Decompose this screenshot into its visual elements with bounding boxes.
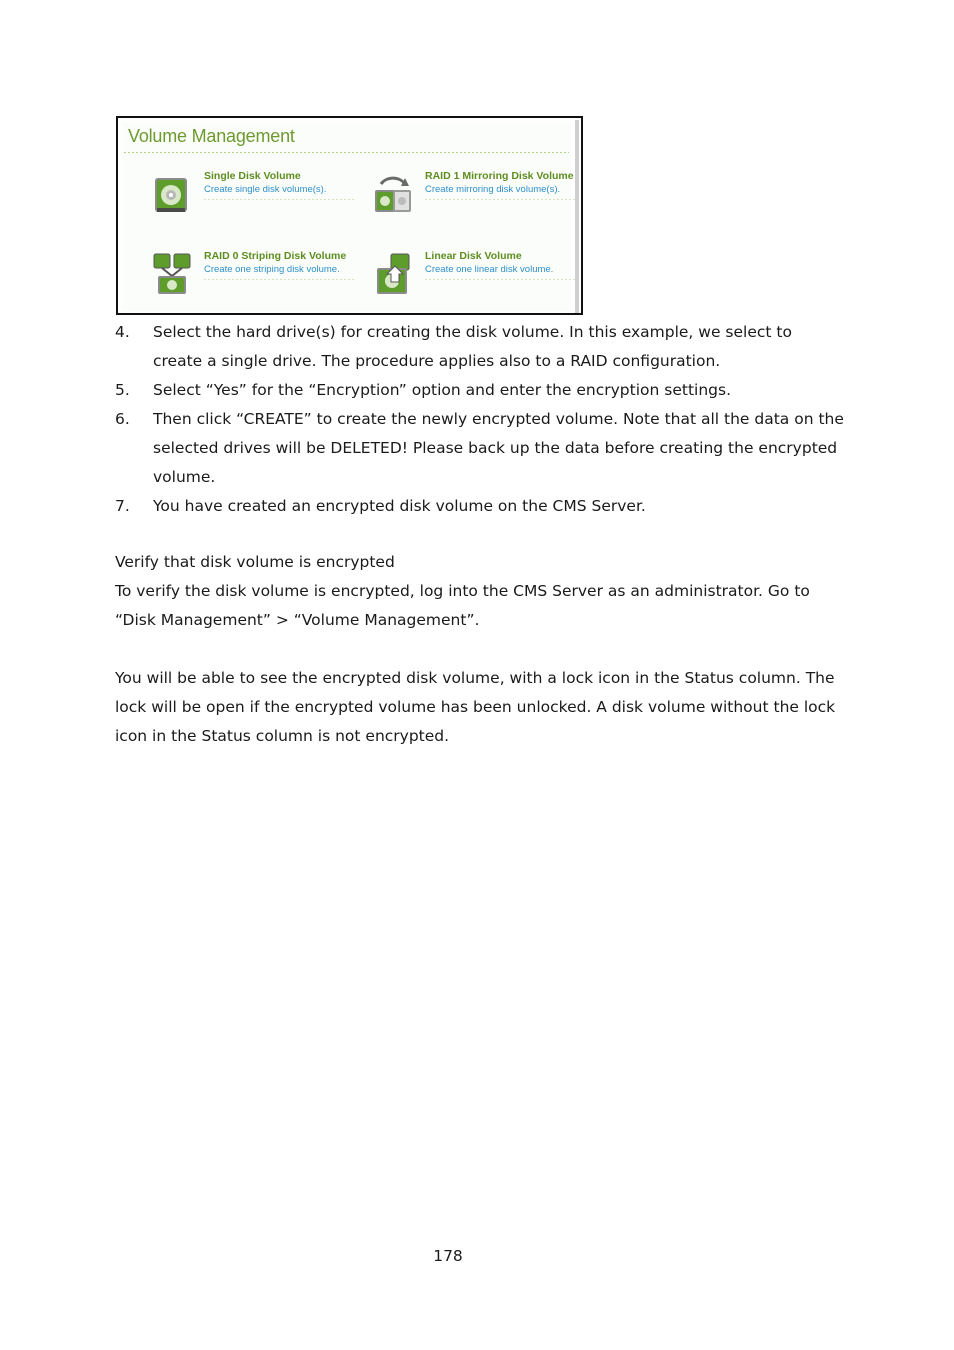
page-number: 178 bbox=[433, 1247, 463, 1265]
option-title: Linear Disk Volume bbox=[425, 250, 522, 262]
step-number: 7. bbox=[115, 497, 130, 515]
linear-disk-volume-option[interactable] bbox=[373, 250, 593, 310]
step-number: 6. bbox=[115, 410, 130, 428]
option-description: Create one striping disk volume. bbox=[204, 264, 340, 275]
list-item bbox=[115, 318, 845, 376]
option-title: RAID 1 Mirroring Disk Volume bbox=[425, 170, 574, 182]
list-item bbox=[115, 492, 845, 521]
raid0-striping-volume-option[interactable] bbox=[152, 250, 372, 310]
option-title: RAID 0 Striping Disk Volume bbox=[204, 250, 347, 262]
single-disk-volume-option[interactable] bbox=[152, 170, 372, 230]
raid1-mirroring-volume-option[interactable] bbox=[373, 170, 593, 230]
section-heading: Verify that disk volume is encrypted bbox=[115, 553, 395, 571]
linear-disk-icon bbox=[373, 252, 413, 296]
volume-management-screenshot bbox=[116, 116, 583, 315]
option-divider bbox=[204, 199, 354, 200]
option-title: Single Disk Volume bbox=[204, 170, 301, 182]
mirror-disk-icon bbox=[373, 172, 413, 216]
list-item bbox=[115, 376, 845, 405]
verify-paragraph: To verify the disk volume is encrypted, log into the CMS Server as an administrator. Go to “Disk Management” > “Volume Management”. bbox=[115, 582, 810, 629]
option-description: Create mirroring disk volume(s). bbox=[425, 184, 561, 195]
figure-panel bbox=[122, 122, 574, 311]
step-text: You have created an encrypted disk volume on the CMS Server. bbox=[153, 497, 646, 515]
lock-icon-paragraph: You will be able to see the encrypted disk volume, with a lock icon in the Status column. The lock will be open if the encrypted volume has been unlocked. A disk volume without the lock icon in the Status column is not encrypted. bbox=[115, 669, 836, 745]
title-divider bbox=[124, 152, 569, 153]
option-divider bbox=[425, 199, 575, 200]
option-divider bbox=[204, 279, 354, 280]
figure-scrollbar bbox=[575, 120, 579, 313]
steps-list bbox=[115, 318, 845, 521]
figure-title: Volume Management bbox=[128, 126, 295, 146]
step-number: 5. bbox=[115, 381, 130, 399]
striping-disk-icon bbox=[152, 252, 192, 296]
option-divider bbox=[425, 279, 575, 280]
step-text: Select “Yes” for the “Encryption” option and enter the encryption settings. bbox=[153, 381, 731, 399]
step-number: 4. bbox=[115, 323, 130, 341]
step-text: Select the hard drive(s) for creating the disk volume. In this example, we select to create a single drive. The procedure applies also to a RAID configuration. bbox=[153, 323, 792, 370]
step-text: Then click “CREATE” to create the newly encrypted volume. Note that all the data on the selected drives will be DELETED! Please back up the data before creating the encrypted volume. bbox=[153, 410, 844, 486]
option-description: Create single disk volume(s). bbox=[204, 184, 327, 195]
option-description: Create one linear disk volume. bbox=[425, 264, 554, 275]
hard-disk-icon bbox=[152, 172, 192, 216]
list-item bbox=[115, 405, 845, 492]
